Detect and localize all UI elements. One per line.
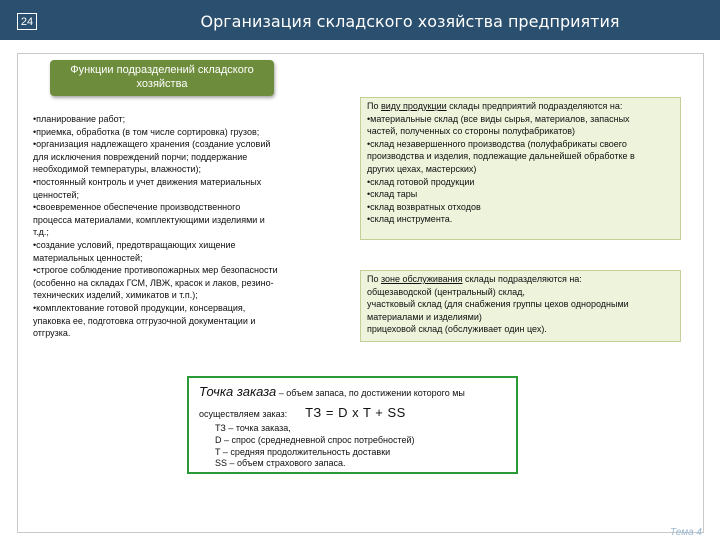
service-zone-intro-after: склады подразделяются на:: [462, 274, 582, 284]
functions-line: •планирование работ;: [33, 114, 126, 124]
product-type-line: •склад незавершенного производства (полуфабрикаты своего: [367, 138, 627, 149]
product-type-keyword: виду продукции: [380, 101, 447, 111]
order-point-legend-item: SS – объем страхового запаса.: [215, 458, 346, 469]
functions-label-line-2: хозяйства: [136, 78, 188, 90]
functions-line: упаковка ее, подготовка отгрузочной документации и: [33, 315, 256, 326]
order-point-legend-item: ТЗ – точка заказа,: [215, 423, 291, 433]
product-type-line: частей, полученных со стороны полуфабрикатов): [367, 126, 576, 137]
slide-title: Организация складского хозяйства предприятия: [200, 12, 620, 31]
functions-line: для исключения повреждений порчи; поддержание: [33, 151, 248, 162]
product-type-box: [360, 97, 681, 240]
product-type-intro: [367, 100, 674, 113]
service-zone-line: прицеховой склад (обслуживает один цех).: [367, 324, 547, 335]
functions-line: отгрузка.: [33, 328, 71, 339]
functions-line: •приемка, обработка (в том числе сортировка) грузов;: [33, 126, 260, 137]
functions-line: технических изделий, химикатов и т.п.);: [33, 290, 198, 301]
functions-line: т.д.;: [33, 227, 49, 238]
functions-line: процесса материалами, комплектующими изделиями и: [33, 214, 265, 225]
order-point-definition-text: – объем запаса, по достижении которого мы: [276, 388, 465, 398]
order-point-formula: ТЗ = D x T + SS: [305, 405, 406, 420]
product-type-intro-after: склады предприятий подразделяются на:: [446, 101, 623, 111]
functions-label: [50, 60, 274, 96]
product-type-intro-before: По: [367, 101, 381, 111]
order-point-definition: [199, 384, 465, 399]
product-type-line: •материальные склад (все виды сырья, материалов, запасных: [367, 113, 630, 124]
functions-line: ценностей;: [33, 189, 80, 200]
product-type-line: других цехах, мастерских): [367, 163, 477, 174]
functions-line: (особенно на складах ГСМ, ЛВЖ, красок и лаков, резино-: [33, 277, 274, 288]
order-point-legend-item: T – средняя продолжительность доставки: [215, 446, 391, 457]
functions-list: [33, 113, 333, 340]
service-zone-keyword: зоне обслуживания: [380, 274, 463, 284]
header-bar: [0, 0, 720, 40]
functions-line: необходимой температуры, влажности);: [33, 164, 202, 175]
order-point-box: [187, 376, 518, 474]
product-type-line: •склад тары: [367, 189, 418, 200]
product-type-line: •склад инструмента.: [367, 214, 453, 225]
service-zone-line: материалами и изделиями): [367, 311, 482, 322]
order-point-legend-item: D – спрос (среднедневной спрос потребностей): [215, 434, 415, 445]
functions-line: •организация надлежащего хранения (создание условий: [33, 139, 271, 150]
order-point-term: Точка заказа: [199, 384, 277, 399]
functions-line: •комплектование готовой продукции, консервация,: [33, 302, 246, 313]
service-zone-line: общезаводской (центральный) склад,: [367, 286, 525, 297]
service-zone-box: [360, 270, 681, 342]
product-type-line: •склад готовой продукции: [367, 176, 475, 187]
functions-label-line-1: Функции подразделений складского: [70, 64, 254, 76]
order-point-legend: [215, 423, 415, 470]
service-zone-intro-before: По: [367, 274, 381, 284]
order-point-definition-cont: осуществляем заказ:: [199, 409, 288, 419]
functions-line: материальных ценностей;: [33, 252, 143, 263]
service-zone-line: участковый склад (для снабжения группы цехов однородными: [367, 299, 629, 310]
product-type-line: производства и изделия, подлежащие дальнейшей обработке в: [367, 151, 635, 162]
functions-line: •строгое соблюдение противопожарных мер безопасности: [33, 265, 278, 276]
functions-line: •постоянный контроль и учет движения материальных: [33, 176, 262, 187]
footer-topic: Тема 4: [670, 527, 702, 538]
service-zone-intro: [367, 273, 674, 286]
functions-line: •своевременное обеспечение производственного: [33, 202, 241, 213]
slide-number: 24: [17, 13, 37, 30]
product-type-line: •склад возвратных отходов: [367, 201, 481, 212]
order-point-formula-line: [199, 405, 406, 420]
functions-line: •создание условий, предотвращающих хищение: [33, 239, 236, 250]
